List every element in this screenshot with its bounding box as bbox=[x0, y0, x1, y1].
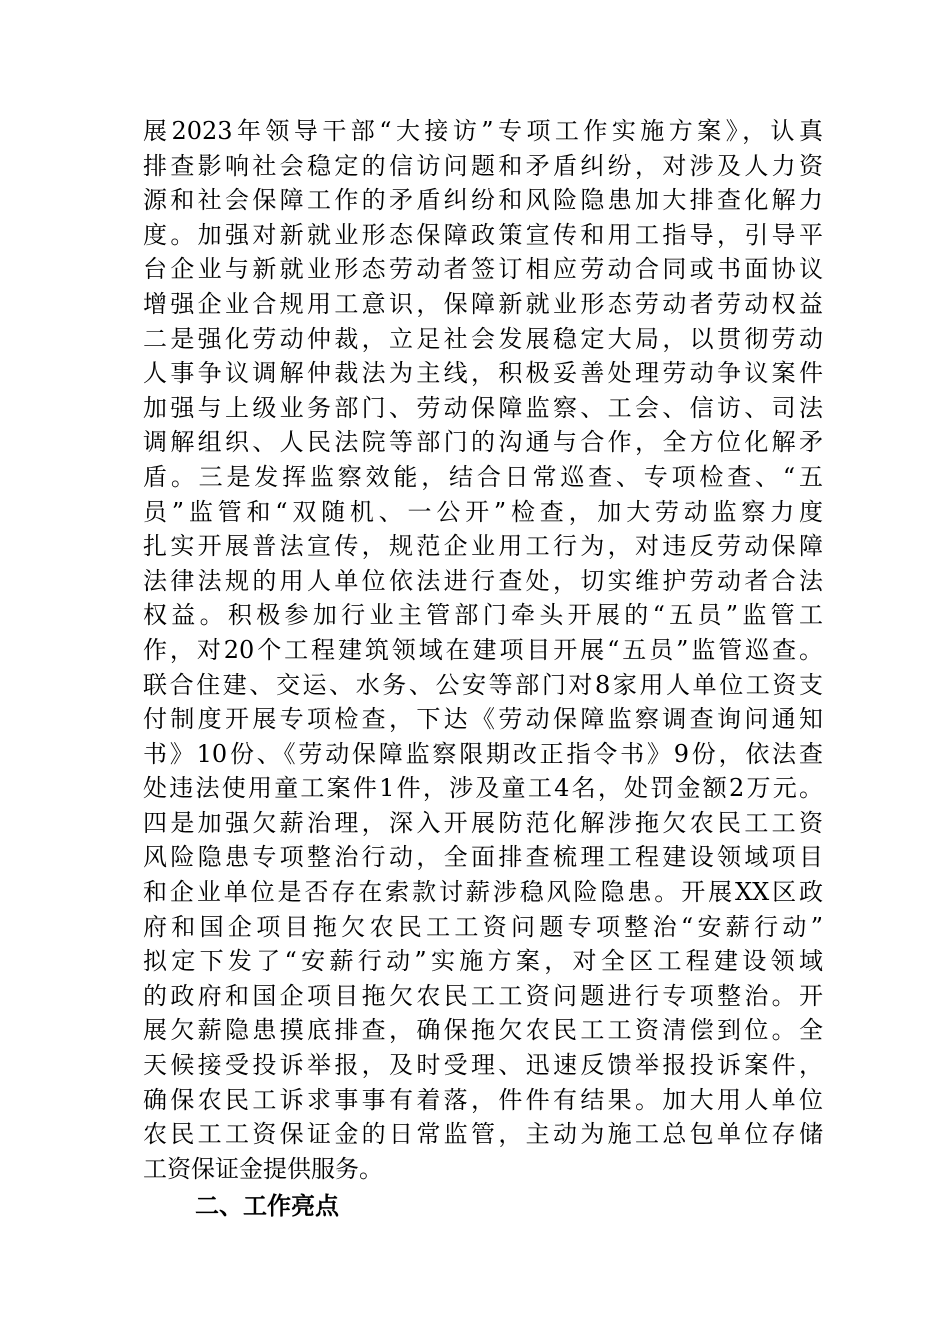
text-line: 加强与上级业务部门、劳动保障监察、工会、信访、司法 bbox=[143, 393, 823, 422]
text-line: 台企业与新就业形态劳动者签订相应劳动合同或书面协议 bbox=[143, 255, 823, 284]
text-line: 盾。三是发挥监察效能，结合日常巡查、专项检查、“五 bbox=[143, 462, 823, 491]
text-line: 拟定下发了“安薪行动”实施方案，对全区工程建设领域 bbox=[143, 947, 823, 976]
text-line: 展2023年领导干部“大接访”专项工作实施方案》，认真 bbox=[143, 117, 823, 145]
text-line: 书》10份、《劳动保障监察限期改正指令书》9份，依法查 bbox=[143, 739, 823, 768]
document-page bbox=[143, 114, 823, 1224]
text-line: 权益。积极参加行业主管部门牵头开展的“五员”监管工 bbox=[143, 601, 823, 630]
text-line: 调解组织、人民法院等部门的沟通与合作，全方位化解矛 bbox=[143, 428, 823, 457]
text-line: 四是加强欠薪治理，深入开展防范化解涉拖欠农民工工资 bbox=[143, 808, 823, 837]
text-line: 员”监管和“双随机、一公开”检查，加大劳动监察力度 bbox=[143, 497, 823, 526]
text-line: 展欠薪隐患摸底排查，确保拖欠农民工工资清偿到位。全 bbox=[143, 1016, 823, 1045]
text-line: 作，对20个工程建筑领域在建项目开展“五员”监管巡查。 bbox=[143, 635, 823, 664]
text-line: 增强企业合规用工意识，保障新就业形态劳动者劳动权益 bbox=[143, 289, 823, 318]
section-heading: 二、工作亮点 bbox=[195, 1192, 339, 1221]
text-line: 确保农民工诉求事事有着落，件件有结果。加大用人单位 bbox=[143, 1085, 823, 1114]
text-line: 法律法规的用人单位依法进行查处，切实维护劳动者合法 bbox=[143, 566, 823, 595]
text-line: 府和国企项目拖欠农民工工资问题专项整治“安薪行动” bbox=[143, 912, 823, 941]
text-line: 排查影响社会稳定的信访问题和矛盾纠纷，对涉及人力资 bbox=[143, 151, 823, 180]
text-line: 联合住建、交运、水务、公安等部门对8家用人单位工资支 bbox=[143, 670, 823, 699]
text-line: 的政府和国企项目拖欠农民工工资问题进行专项整治。开 bbox=[143, 981, 823, 1010]
text-line: 度。加强对新就业形态保障政策宣传和用工指导，引导平 bbox=[143, 220, 823, 249]
text-line: 源和社会保障工作的矛盾纠纷和风险隐患加大排查化解力 bbox=[143, 186, 823, 215]
text-line: 工资保证金提供服务。 bbox=[143, 1154, 383, 1183]
text-line: 风险隐患专项整治行动，全面排查梳理工程建设领域项目 bbox=[143, 843, 823, 872]
text-line: 人事争议调解仲裁法为主线，积极妥善处理劳动争议案件 bbox=[143, 359, 823, 388]
text-line: 处违法使用童工案件1件，涉及童工4名，处罚金额2万元。 bbox=[143, 774, 823, 803]
text-line: 和企业单位是否存在索款讨薪涉稳风险隐患。开展XX区政 bbox=[143, 878, 823, 907]
text-line: 农民工工资保证金的日常监管，主动为施工总包单位存储 bbox=[143, 1120, 823, 1149]
text-line: 二是强化劳动仲裁，立足社会发展稳定大局，以贯彻劳动 bbox=[143, 324, 823, 353]
text-line: 天候接受投诉举报，及时受理、迅速反馈举报投诉案件， bbox=[143, 1051, 823, 1080]
text-line: 付制度开展专项检查，下达《劳动保障监察调查询问通知 bbox=[143, 705, 823, 734]
body-text bbox=[143, 114, 823, 1186]
text-line: 扎实开展普法宣传，规范企业用工行为，对违反劳动保障 bbox=[143, 532, 823, 561]
